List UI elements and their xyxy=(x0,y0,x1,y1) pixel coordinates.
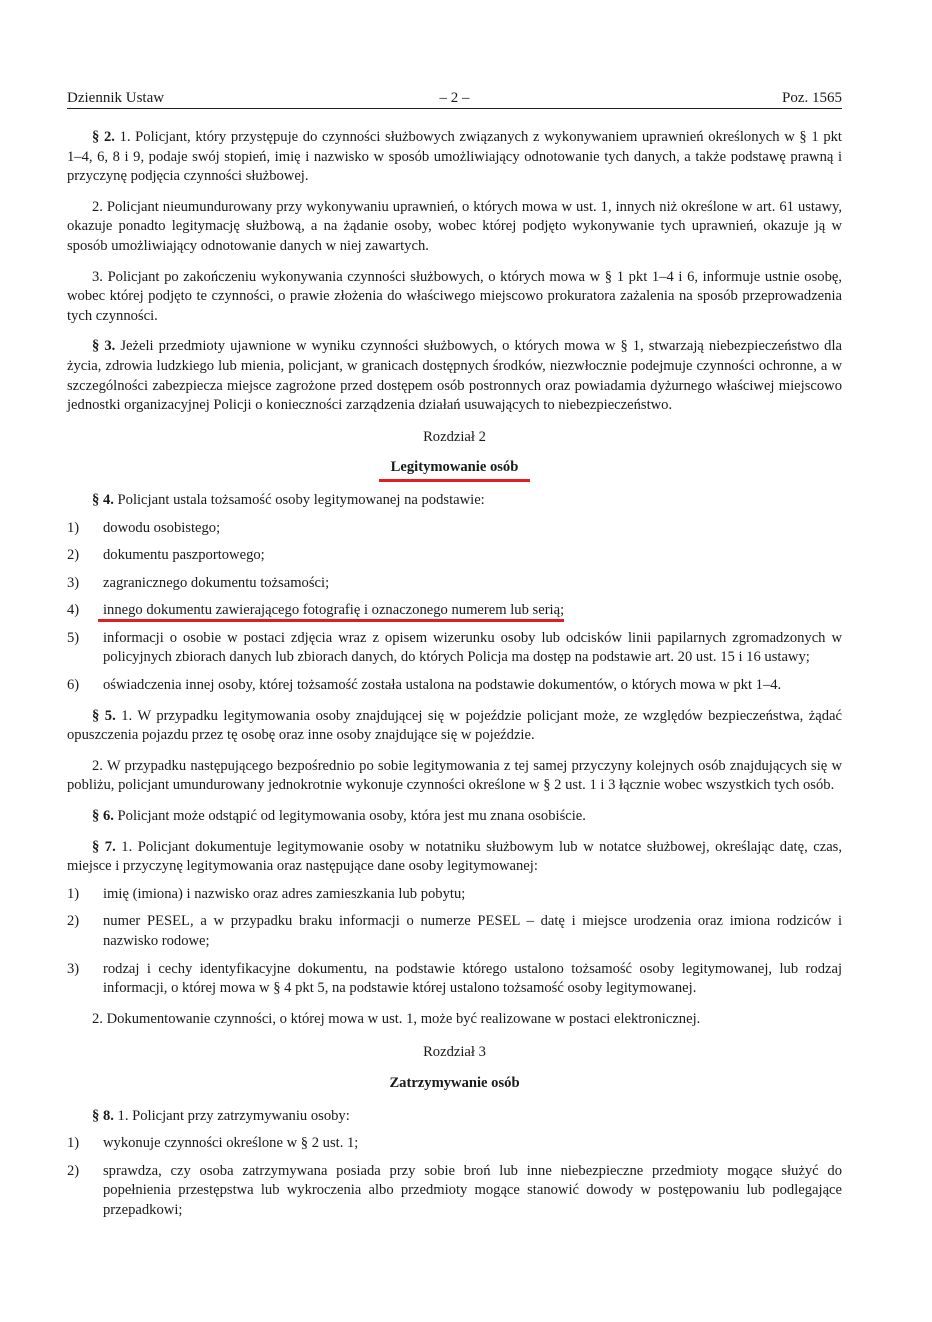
section-3-para xyxy=(67,337,842,415)
list-item xyxy=(67,601,842,621)
item-text: oświadczenia innej osoby, której tożsamość została ustalona na podstawie dokumentów, o których mowa w pkt 1–4. xyxy=(103,677,782,694)
paragraph-text: Policjant ustala tożsamość osoby legitymowanej na podstawie: xyxy=(113,491,485,508)
paragraph-text: Policjant może odstąpić od legitymowania osoby, która jest mu znana osobiście. xyxy=(113,808,586,825)
item-number: 3) xyxy=(67,960,80,977)
list-item xyxy=(67,574,842,594)
item-text: dokumentu paszportowego; xyxy=(103,547,265,564)
item-number: 6) xyxy=(67,677,80,694)
item-number: 2) xyxy=(67,547,80,564)
section-label: § 2. xyxy=(92,129,115,145)
item-number: 5) xyxy=(67,629,80,646)
item-number: 4) xyxy=(67,602,80,619)
item-text: wykonuje czynności określone w § 2 ust. 1; xyxy=(103,1135,359,1152)
section-label: § 6. xyxy=(92,808,114,825)
paragraph-text: 1. Policjant dokumentuje legitymowanie osoby w notatniku służbowym lub w notatce służbowej, określając datę, czas, miejsce i przyczynę legitymowania oraz następujące dane osoby legitymowanej: xyxy=(67,838,843,875)
item-number: 1) xyxy=(67,1135,80,1152)
list-item xyxy=(67,546,842,566)
highlighted-title: Legitymowanie osób xyxy=(379,459,531,482)
item-number: 2) xyxy=(67,913,80,930)
section-5-para-2: 2. W przypadku następującego bezpośrednio po sobie legitymowania z tej samej przyczyny kolejnych osób znajdujących się w pobliżu, policjant umundurowany jednokrotnie wykonuje czynności określone w § 2 ust. 1 i 3 łącznie wobec wszystkich tych osób. xyxy=(67,757,842,794)
item-number: 3) xyxy=(67,574,80,591)
item-text: imię (imiona) i nazwisko oraz adres zamieszkania lub pobytu; xyxy=(103,885,466,902)
item-text: dowodu osobistego; xyxy=(103,519,221,536)
paragraph-text: 1. Policjant, który przystępuje do czynności służbowych związanych z wykonywaniem uprawnień określonych w § 1 pkt 1–4, 6, 8 i 9, podaje swój stopień, imię i nazwisko w sposób umożliwiający odnotowanie tych danych, a także podstawę prawną i przyczynę podjęcia czynności służbowej. xyxy=(67,129,842,185)
list-item xyxy=(67,885,842,905)
paragraph-text: 1. W przypadku legitymowania osoby znajdującej się w pojeździe policjant może, ze względów bezpieczeństwa, żądać opuszczenia pojazdu przez tę osobę oraz inne osoby znajdujące się w pojeździe. xyxy=(67,707,842,744)
list-item xyxy=(67,912,842,951)
section-label: § 5. xyxy=(92,707,116,724)
section-2-para-3: 3. Policjant po zakończeniu wykonywania czynności służbowych, o których mowa w § 1 pkt 1–4 i 6, informuje ustnie osobę, wobec której podjęto te czynności, o prawie złożenia do właściwego miejscowo prokuratora zażalenia na sposób przeprowadzenia tych czynności. xyxy=(67,268,842,324)
journal-name: Dziennik Ustaw xyxy=(67,90,165,106)
section-5-para-1 xyxy=(67,707,842,746)
paragraph-text: 1. Policjant przy zatrzymywaniu osoby: xyxy=(113,1107,350,1124)
highlighted-item-text: innego dokumentu zawierającego fotografię i oznaczonego numerem lub serią; xyxy=(98,602,564,622)
list-item xyxy=(67,676,842,696)
section-label: § 7. xyxy=(92,838,116,855)
list-item xyxy=(67,1134,842,1154)
position-number: Poz. 1565 xyxy=(782,90,842,106)
section-label: § 3. xyxy=(92,338,116,355)
item-number: 2) xyxy=(67,1162,80,1179)
section-4-para xyxy=(67,491,842,511)
item-text: zagranicznego dokumentu tożsamości; xyxy=(103,574,330,591)
section-6-para xyxy=(67,807,842,827)
chapter-2-label: Rozdział 2 xyxy=(423,428,486,445)
paragraph-text: Jeżeli przedmioty ujawnione w wyniku czynności służbowych, o których mowa w § 1, stwarzają niebezpieczeństwo dla życia, zdrowia ludzkiego lub mienia, policjant, w granicach dostępnych środków, niezwłocznie podejmuje czynności ochronne, a w szczególności zabezpiecza miejsce zagrożone przed dostępem osób postronnych oraz powiadamia dyżurnego właściwej miejscowo jednostki organizacyjnej Policji o konieczności zarządzenia działań usuwających to niebezpieczeństwo. xyxy=(67,338,843,414)
page-number: – 2 – xyxy=(439,90,470,106)
chapter-2-title xyxy=(67,458,842,478)
section-label: § 8. xyxy=(92,1107,114,1124)
item-number: 1) xyxy=(67,885,80,902)
section-2-para-2: 2. Policjant nieumundurowany przy wykonywaniu uprawnień, o których mowa w ust. 1, innych niż określone w art. 61 ustawy, okazuje ponadto legitymację służbową, a na żądanie osoby, wobec której podjęto wykonywanie tych uprawnień, okazuje ją w sposób umożliwiający odnotowanie danych w niej zawartych. xyxy=(67,198,842,254)
list-item xyxy=(67,519,842,539)
list-item xyxy=(67,960,842,999)
chapter-3-title: Zatrzymywanie osób xyxy=(389,1074,520,1091)
page-header xyxy=(67,90,842,109)
section-7-para-2: 2. Dokumentowanie czynności, o której mowa w ust. 1, może być realizowane w postaci elektronicznej. xyxy=(92,1010,701,1027)
chapter-3-label: Rozdział 3 xyxy=(423,1044,486,1061)
list-item xyxy=(67,629,842,668)
list-item xyxy=(67,1162,842,1221)
section-2-para-1 xyxy=(67,128,842,187)
section-7-para-1 xyxy=(67,838,842,877)
section-8-para xyxy=(67,1107,842,1127)
document-body xyxy=(67,128,842,1221)
item-text: sprawdza, czy osoba zatrzymywana posiada przy sobie broń lub inne niebezpieczne przedmioty mogące służyć do popełnienia przestępstwa lub wykroczenia albo przedmioty mogące stanowić dowody w postępowaniu lub podlegające przepadkowi; xyxy=(103,1162,842,1218)
item-text: rodzaj i cechy identyfikacyjne dokumentu, na podstawie którego ustalono tożsamość osoby legitymowanej, lub rodzaj informacji, o której mowa w § 4 pkt 5, na podstawie której ustalono tożsamość osoby legitymowanej. xyxy=(103,960,842,997)
section-label: § 4. xyxy=(92,491,114,508)
item-text: numer PESEL, a w przypadku braku informacji o numerze PESEL – datę i miejsce urodzenia oraz imiona rodziców i nazwisko rodowe; xyxy=(103,913,842,949)
item-text: informacji o osobie w postaci zdjęcia wraz z opisem wizerunku osoby lub odcisków linii papilarnych zgromadzonych w policyjnych zbiorach danych lub zbiorach danych, do których Policja ma dostęp na podstawie art. 20 ust. 15 i 16 ustawy; xyxy=(103,629,842,666)
item-number: 1) xyxy=(67,519,80,536)
